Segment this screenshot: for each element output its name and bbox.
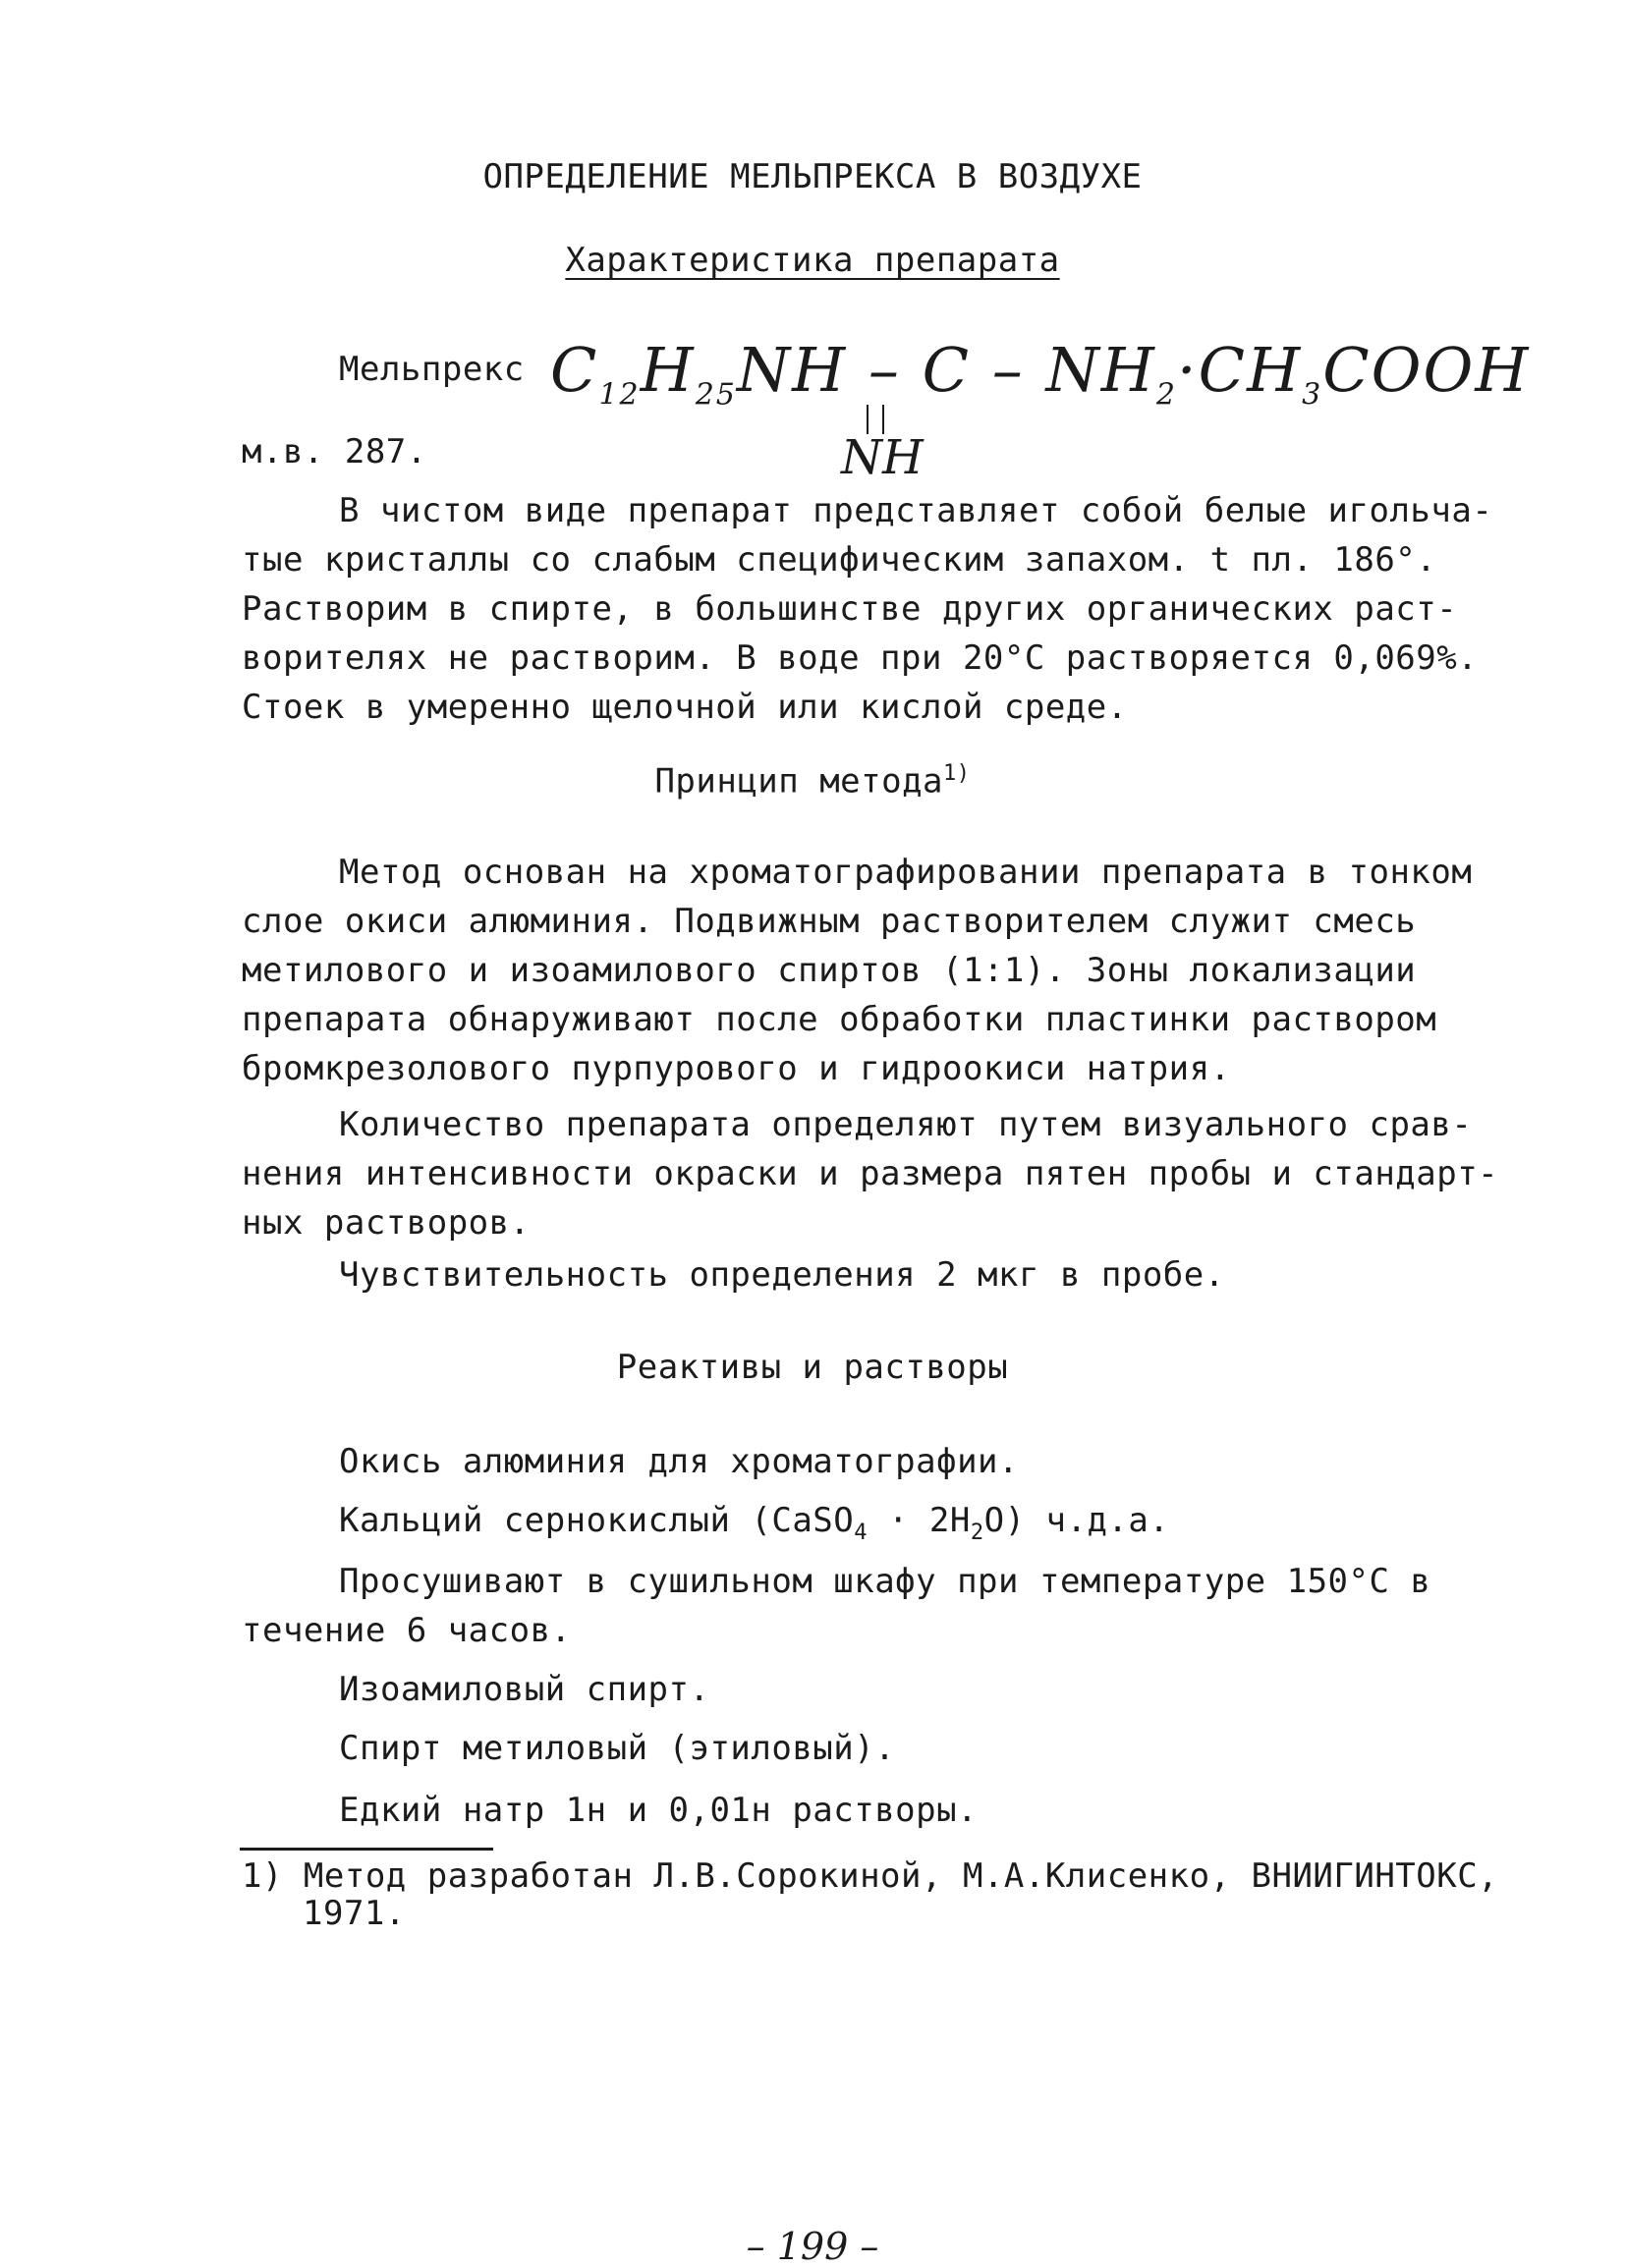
reagent-item: Едкий натр 1н и 0,01н растворы. bbox=[339, 1791, 979, 1830]
description-line: Стоек в умеренно щелочной или кислой среде. bbox=[242, 688, 1128, 727]
structural-formula: $C_{12}H_{25}NH$ – $C - NH_2\cdot CH_3COOH$ bbox=[550, 334, 1531, 413]
quantity-line: ных растворов. bbox=[242, 1203, 531, 1243]
reagent-item: Окись алюминия для хроматографии. bbox=[339, 1442, 1020, 1481]
reagent-item: Кальций сернокислый (CaSO$_4$ · $2H_2O$) ч.д.а. bbox=[339, 1501, 1170, 1545]
description-line: ворителях не растворим. В воде при 20°С растворяется 0,069%. bbox=[242, 638, 1479, 678]
footnote-divider bbox=[240, 1848, 493, 1851]
section-heading-characteristics: Характеристика препарата bbox=[565, 241, 1060, 280]
molecular-weight: м.в. 287. bbox=[242, 432, 427, 471]
method-line: препарата обнаруживают после обработки пластинки раствором bbox=[242, 1000, 1437, 1039]
imine-group: NH bbox=[841, 430, 924, 485]
method-line: Метод основан на хроматографировании препарата в тонком bbox=[339, 853, 1473, 892]
section-heading-principle: Принцип метода$^{1)}$ bbox=[654, 761, 971, 802]
reagent-item: Просушивают в сушильном шкафу при температуре 150°С в bbox=[339, 1562, 1431, 1601]
document-title: ОПРЕДЕЛЕНИЕ МЕЛЬПРЕКСА В ВОЗДУХЕ bbox=[482, 157, 1143, 196]
footnote-year: 1971. bbox=[303, 1894, 406, 1933]
page-number: – 199 – bbox=[746, 2225, 879, 2268]
reagent-item: Спирт метиловый (этиловый). bbox=[339, 1729, 896, 1768]
compound-label: Мельпрекс bbox=[339, 350, 525, 389]
reagent-item: течение 6 часов. bbox=[242, 1611, 572, 1650]
method-line: метилового и изоамилового спиртов (1:1). Зоны локализации bbox=[242, 951, 1417, 990]
quantity-line: Количество препарата определяют путем визуального срав- bbox=[339, 1105, 1473, 1144]
footnote: 1) Метод разработан Л.В.Сорокиной, М.А.Клисенко, ВНИИГИНТОКС, bbox=[242, 1856, 1499, 1896]
method-line: слое окиси алюминия. Подвижным растворителем служит смесь bbox=[242, 902, 1417, 941]
description-line: Растворим в спирте, в большинстве других органических раст- bbox=[242, 589, 1458, 629]
method-line: бромкрезолового пурпурового и гидроокиси натрия. bbox=[242, 1049, 1231, 1088]
description-line: В чистом виде препарат представляет собой белые игольча- bbox=[339, 491, 1493, 530]
section-heading-reagents: Реактивы и растворы bbox=[616, 1348, 1009, 1387]
sensitivity-line: Чувствительность определения 2 мкг в пробе. bbox=[339, 1255, 1225, 1295]
reagent-item: Изоамиловый спирт. bbox=[339, 1670, 710, 1709]
quantity-line: нения интенсивности окраски и размера пятен пробы и стандарт- bbox=[242, 1154, 1499, 1193]
description-line: тые кристаллы со слабым специфическим запахом. t пл. 186°. bbox=[242, 540, 1437, 580]
